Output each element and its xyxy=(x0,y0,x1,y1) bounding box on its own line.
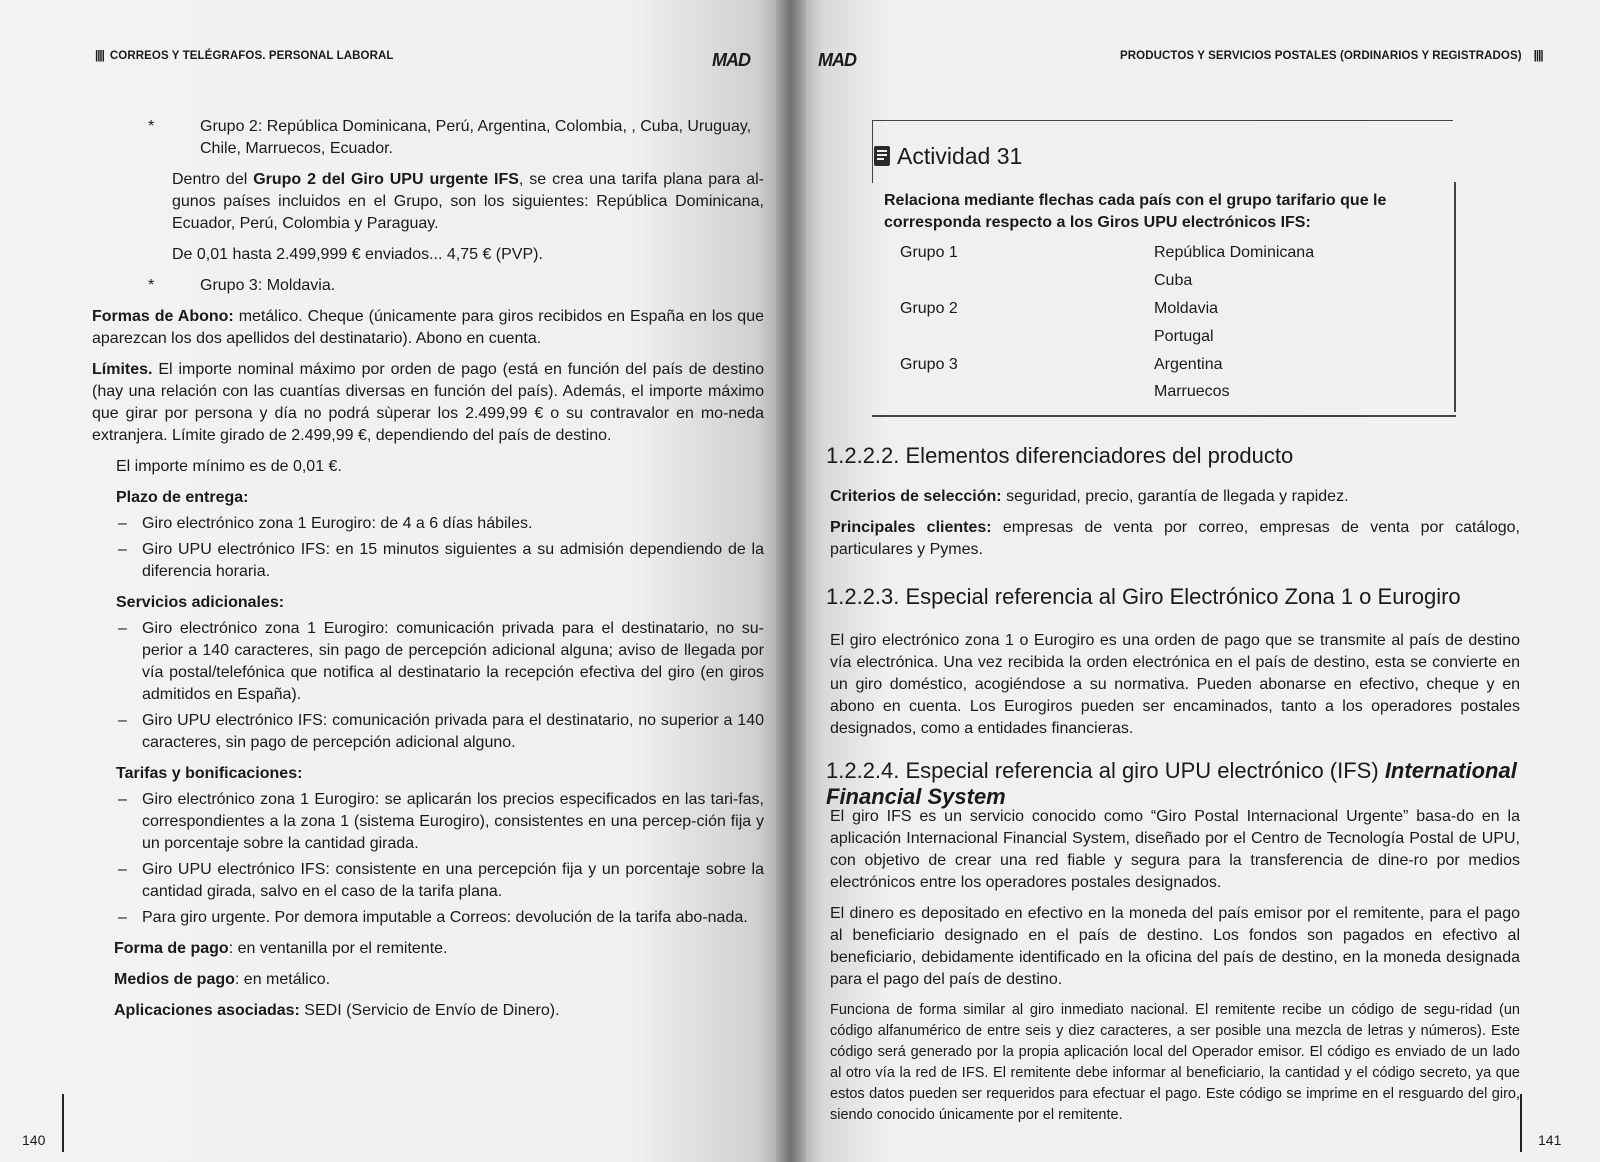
country-label: Portugal xyxy=(1154,328,1214,345)
country-label: Marruecos xyxy=(1154,383,1230,400)
formas-abono-label: Formas de Abono: xyxy=(92,308,234,325)
list-item: – Giro UPU electrónico IFS: comunicación privada para el destinatario, no superior a 140 caracteres, sin pago de percepción adicional alguno. xyxy=(114,710,764,754)
forma-pago-text: : en ventanilla por el remitente. xyxy=(228,940,448,957)
clientes xyxy=(830,517,1520,561)
medios-pago-text: : en metálico. xyxy=(234,971,331,988)
limites-text: El importe nominal máximo por orden de pago (está en función del país de destino (hay una relación con las cuantías diversas en función del país). Además, el importe máximo que girar por persona y día no podrá sùperar los 2.499,99 € o su contravalor en mo-neda extranjera. Límite girado de 2.499,99 €, dependiendo del país de destino. xyxy=(92,361,764,444)
activity-title-frame xyxy=(872,120,1453,183)
criterios xyxy=(830,486,1520,508)
importe-minimo: El importe mínimo es de 0,01 €. xyxy=(116,458,342,475)
bullet-star: * xyxy=(148,118,155,135)
left-header-title: CORREOS Y TELÉGRAFOS. PERSONAL LABORAL xyxy=(109,50,394,62)
book-gutter xyxy=(776,0,806,1162)
limites-label: Límites. xyxy=(92,361,153,378)
tarifas-list xyxy=(114,789,764,929)
list-item: – Giro electrónico zona 1 Eurogiro: de 4 a 6 días hábiles. xyxy=(114,513,764,535)
sec-224-paragraph-3: Funciona de forma similar al giro inmediato nacional. El remitente recibe un código de segu-ridad (un código alfanumérico de entre seis y diez caracteres, a ser posible una mezcla de letras y números). Este código será generado por la propia aplicación local del Operador emisor. El código es enviado de un lado al otro vía la red de IFS. El remitente debe informar al beneficiario, la cantidad y el código secreto, ya que estos datos pueden ser requeridos para efectuar el pago. Este código se imprime en el resguardo del giro, siendo conocido únicamente por el remitente. xyxy=(830,1002,1520,1123)
list-item: – Para giro urgente. Por demora imputable a Correos: devolución de la tarifa abo-nada. xyxy=(114,907,764,929)
activity-frame-right xyxy=(1454,182,1456,412)
activity-title: Actividad 31 xyxy=(897,143,1023,169)
section-title-224-prefix: 1.2.2.4. Especial referencia al giro UPU electrónico (IFS) xyxy=(826,758,1385,783)
sec-224-body xyxy=(830,806,1520,1135)
page-number-right: 141 xyxy=(1538,1132,1562,1148)
left-body xyxy=(92,116,764,1031)
group-label: Grupo 3 xyxy=(900,356,958,373)
page-number-left: 140 xyxy=(22,1132,46,1148)
right-header-title: PRODUCTOS Y SERVICIOS POSTALES (ORDINARIOS Y REGISTRADOS) xyxy=(1120,50,1522,62)
country-label: Cuba xyxy=(1154,272,1193,289)
notebook-icon xyxy=(873,145,891,167)
note-prefix: Dentro del xyxy=(172,171,254,188)
right-running-header xyxy=(1120,50,1549,62)
aplicaciones-text: SEDI (Servicio de Envío de Dinero). xyxy=(299,1002,560,1019)
list-item: – Giro UPU electrónico IFS: en 15 minutos siguientes a su admisión dependiendo de la diferencia horaria. xyxy=(114,539,764,583)
page-edge-line-left xyxy=(62,1094,64,1152)
header-bars-right: |||| xyxy=(1533,50,1543,62)
list-item: – Giro electrónico zona 1 Eurogiro: se aplicarán los precios especificados en las tari-fas, correspondientes a la zona 1 (sistema Eurogiro), consistentes en una percep-ción fija y un porcentaje sobre la cantidad girada. xyxy=(114,789,764,855)
formas-abono xyxy=(92,306,764,350)
note-suffix: , se crea una tarifa plana para al-gunos países incluidos en el Grupo, son los siguientes: República Dominicana, Ecuador, Perú, Colombia y Paraguay. xyxy=(172,171,764,232)
criterios-text: seguridad, precio, garantía de llegada y rapidez. xyxy=(1001,488,1349,505)
forma-pago-label: Forma de pago xyxy=(114,940,229,957)
medios-pago-label: Medios de pago xyxy=(114,971,235,988)
clientes-text: empresas de venta por correo, empresas de venta por catálogo, particulares y Pymes. xyxy=(830,519,1520,558)
country-label: Moldavia xyxy=(1154,300,1219,317)
sec-224-paragraph-2: El dinero es depositado en efectivo en la moneda del país emisor por el remitente, para el pago al beneficiario designado en el país de destino. Los fondos son pagados en efectivo al beneficiario, debidamente identificado en la oficina del país de destino, en la moneda designada para el pago del país de destino. xyxy=(830,905,1520,988)
left-running-header xyxy=(95,50,394,62)
plazo-list xyxy=(114,513,764,583)
group-label: Grupo 2 xyxy=(900,300,958,317)
medios-pago xyxy=(114,969,764,991)
star-item-grupo3 xyxy=(148,275,764,297)
country-label: República Dominicana xyxy=(1154,244,1315,261)
sec-224-paragraph-1: El giro IFS es un servicio conocido como “Giro Postal Internacional Urgente” basa-do en la aplicación Internacional Financial System, diseñado por el Centro de Tecnología Postal de UPU, con objetivo de crear una red fiable y segura para la transferencia de dine-ro por medios electrónicos entre los operadores postales designados. xyxy=(830,808,1520,891)
group-label: Grupo 1 xyxy=(900,244,958,261)
criterios-label: Criterios de selección: xyxy=(830,488,1002,505)
servicios-heading: Servicios adicionales: xyxy=(116,594,285,611)
header-bars-left: |||| xyxy=(95,50,104,62)
forma-pago xyxy=(114,938,764,960)
aplicaciones xyxy=(114,1000,764,1022)
section-title-222: 1.2.2.2. Elementos diferenciadores del producto xyxy=(826,443,1294,468)
tarifas-heading: Tarifas y bonificaciones: xyxy=(116,765,303,782)
clientes-label: Principales clientes: xyxy=(830,519,992,536)
sec-222-body xyxy=(830,486,1520,570)
activity-question: Relaciona mediante flechas cada país con el grupo tarifario que le corresponda respecto a los Giros UPU electrónicos IFS: xyxy=(884,192,1387,231)
list-item: – Giro UPU electrónico IFS: consistente en una percepción fija y un porcentaje sobre la cantidad girada, salvo en el caso de la tarifa plana. xyxy=(114,859,764,903)
section-title-224-italic: International Financial System xyxy=(826,758,1517,809)
group2-note xyxy=(172,169,764,235)
tariff-note: De 0,01 hasta 2.499,999 € enviados... 4,75 € (PVP). xyxy=(172,246,543,263)
sec-223-paragraph: El giro electrónico zona 1 o Eurogiro es una orden de pago que se transmite al país de destino vía electrónica. Una vez recibida la orden electrónica en el país de destino, esta se convierte en un giro doméstico, acogiéndose a su normativa. Pueden abonarse en efectivo, cheque y en abono en cuenta. Los Eurogiros pueden ser encaminados, tanto a los operadores postales designados, como a entidades financieras. xyxy=(830,632,1520,737)
activity-box xyxy=(872,120,1456,420)
note-bold: Grupo 2 del Giro UPU urgente IFS xyxy=(253,171,519,188)
star-item-text: Grupo 3: Moldavia. xyxy=(200,277,336,294)
list-item: – Giro electrónico zona 1 Eurogiro: comunicación privada para el destinatario, no su-perior a 140 caracteres, sin pago de percepción adicional alguna; aviso de llegada por vía postal/telefónica que notifica al destinatario la recepción efectiva del giro (en giros admitidos en España). xyxy=(114,618,764,706)
plazo-heading: Plazo de entrega: xyxy=(116,489,249,506)
section-title-223: 1.2.2.3. Especial referencia al Giro Electrónico Zona 1 o Eurogiro xyxy=(826,584,1461,609)
limites xyxy=(92,359,764,447)
activity-frame-bottom xyxy=(872,415,1456,417)
left-page xyxy=(0,0,790,1162)
country-label: Argentina xyxy=(1154,356,1223,373)
section-title-224 xyxy=(826,758,1600,810)
sec-223-body xyxy=(830,630,1520,749)
bullet-star: * xyxy=(148,277,155,294)
star-item-grupo2 xyxy=(148,116,764,160)
star-item-text: Grupo 2: República Dominicana, Perú, Argentina, Colombia, , Cuba, Uruguay, Chile, Marruecos, Ecuador. xyxy=(200,118,752,157)
mad-logo-left: MAD xyxy=(712,50,750,70)
page-edge-line-right xyxy=(1520,1094,1522,1152)
formas-abono-text: metálico. Cheque (únicamente para giros recibidos en España en los que aparezcan los dos apellidos del destinatario). Abono en cuenta. xyxy=(92,308,764,347)
mad-logo-right: MAD xyxy=(818,50,856,70)
aplicaciones-label: Aplicaciones asociadas: xyxy=(114,1002,300,1019)
servicios-list xyxy=(114,618,764,754)
